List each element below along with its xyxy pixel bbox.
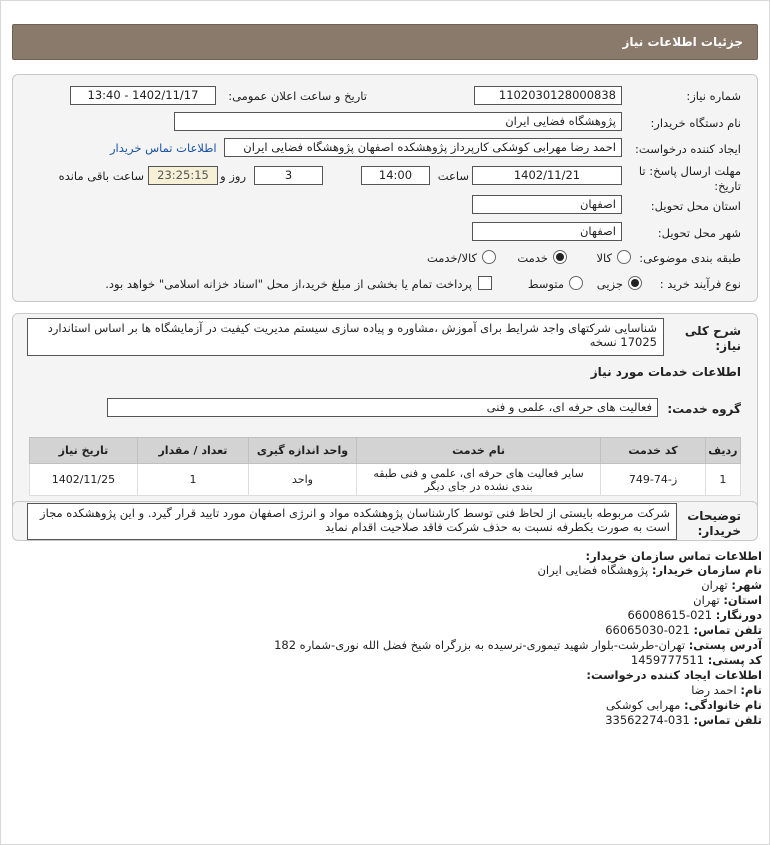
- province-label: استان محل تحویل:: [650, 199, 741, 213]
- table-row[interactable]: [30, 464, 741, 496]
- buyer-province-line-value: تهران: [693, 593, 720, 607]
- col-row-header: ردیف: [705, 438, 740, 464]
- buyer-org-line-value: پژوهشگاه فضایی ایران: [537, 563, 649, 577]
- summary-label-line1: شرح کلی: [684, 324, 741, 338]
- notes-label-line2: خریدار:: [697, 524, 741, 538]
- deadline-date-field[interactable]: 1402/11/21: [472, 166, 622, 185]
- buyer-province-line-label: استان:: [723, 593, 762, 607]
- col-name-header: نام خدمت: [356, 438, 600, 464]
- buyer-fax-line-label: دورنگار:: [715, 608, 762, 622]
- cell-row: 1: [705, 464, 740, 496]
- buyer-address-line-value: تهران-طرشت-بلوار شهید تیموری-نرسیده به بزرگراه شیخ فضل الله نوری-شماره 182: [274, 638, 686, 652]
- creator-phone-line-label: تلفن تماس:: [693, 713, 762, 727]
- buyer-org-line-label: نام سازمان خریدار:: [651, 563, 762, 577]
- remaining-label: ساعت باقی مانده: [58, 169, 144, 183]
- page-header: [12, 24, 758, 60]
- creator-field[interactable]: احمد رضا مهرابی کوشکی کارپرداز پژوهشکده اصفهان پژوهشگاه فضایی ایران: [224, 138, 622, 157]
- days-label: روز و: [220, 169, 246, 183]
- treasury-payment-note: پرداخت تمام یا بخشی از مبلغ خرید،از محل "اسناد خزانه اسلامی" خواهد بود.: [105, 277, 472, 291]
- buyer-address-line: [274, 638, 762, 653]
- creator-family-line-label: نام خانوادگی:: [684, 698, 762, 712]
- table-header-row: [30, 438, 741, 464]
- creator-family-line: [606, 698, 762, 713]
- announce-date-label: تاریخ و ساعت اعلان عمومی:: [228, 89, 367, 103]
- notes-label-line1: توضیحات: [687, 509, 741, 523]
- creator-name-line: [691, 683, 762, 698]
- need-info-panel: [12, 74, 758, 302]
- creator-family-line-value: مهرابی کوشکی: [605, 698, 681, 712]
- buyer-phone-line: [605, 623, 762, 638]
- summary-label-line2: نیاز:: [715, 339, 741, 353]
- buyer-address-line-label: آدرس پستی:: [688, 638, 762, 652]
- city-label: شهر محل تحویل:: [657, 226, 741, 240]
- buyer-postal-line: [631, 653, 762, 668]
- category-radio-goods[interactable]: [617, 250, 631, 264]
- cell-unit: واحد: [249, 464, 357, 496]
- creator-name-line-value: احمد رضا: [691, 683, 737, 697]
- deadline-time-field[interactable]: 14:00: [361, 166, 430, 185]
- cell-name: سایر فعالیت های حرفه ای، علمی و فنی طبقه بندی نشده در جای دیگر: [356, 464, 600, 496]
- announce-date-field[interactable]: 1402/11/17 - 13:40: [70, 86, 216, 105]
- buyer-fax-line: [627, 608, 762, 623]
- city-field[interactable]: اصفهان: [472, 222, 622, 241]
- summary-text: شناسایی شرکتهای واجد شرایط برای آموزش ،مشاوره و پیاده سازی سیستم مدیریت کیفیت در آزمایشگاه ها بر اساس استاندارد 17025 نسخه: [27, 318, 664, 356]
- service-group-label: گروه خدمت:: [667, 402, 741, 416]
- page-title: جزئیات اطلاعات نیاز: [622, 35, 743, 49]
- creator-phone-line: [605, 713, 762, 728]
- need-number-label: شماره نیاز:: [686, 89, 741, 103]
- cell-date: 1402/11/25: [30, 464, 138, 496]
- col-unit-header: واحد اندازه گیری: [249, 438, 357, 464]
- buyer-phone-line-value: 021-66065030: [605, 623, 690, 637]
- services-table: [29, 437, 741, 496]
- col-code-header: کد خدمت: [601, 438, 706, 464]
- buyer-contact-title: اطلاعات تماس سازمان خریدار:: [585, 549, 762, 563]
- buyer-postal-line-label: کد پستی:: [707, 653, 762, 667]
- buyer-city-line: [701, 578, 762, 593]
- category-radio-goods-service[interactable]: [482, 250, 496, 264]
- buyer-contact-link[interactable]: اطلاعات تماس خریدار: [110, 141, 217, 155]
- services-title: اطلاعات خدمات مورد نیاز: [590, 365, 741, 379]
- buyer-fax-line-value: 021-66008615: [627, 608, 713, 622]
- creator-name-line-label: نام:: [740, 683, 762, 697]
- cell-code: ز-74-749: [601, 464, 706, 496]
- treasury-payment-checkbox[interactable]: [478, 276, 492, 290]
- buyer-org-field[interactable]: پژوهشگاه فضایی ایران: [174, 112, 622, 131]
- category-option-service: خدمت: [517, 251, 548, 265]
- need-number-field[interactable]: 1102030128000838: [474, 86, 622, 105]
- remaining-time-display: 23:25:15: [148, 166, 218, 185]
- buyer-postal-line-value: 1459777511: [630, 653, 705, 667]
- process-option-minor: جزیی: [596, 277, 623, 291]
- category-option-goods: کالا: [596, 251, 612, 265]
- days-field[interactable]: 3: [254, 166, 323, 185]
- col-qty-header: تعداد / مقدار: [137, 438, 248, 464]
- process-label: نوع فرآیند خرید :: [659, 277, 741, 291]
- process-option-medium: متوسط: [527, 277, 564, 291]
- category-option-goods-service: کالا/خدمت: [426, 251, 477, 265]
- buyer-org-label: نام دستگاه خریدار:: [650, 116, 741, 130]
- creator-contact-title: اطلاعات ایجاد کننده درخواست:: [586, 668, 762, 682]
- buyer-province-line: [693, 593, 762, 608]
- deadline-label-line2: تاریخ:: [714, 179, 741, 193]
- creator-phone-line-value: 031-33562274: [605, 713, 690, 727]
- deadline-label-line1: مهلت ارسال پاسخ: تا: [638, 164, 741, 178]
- deadline-time-label: ساعت: [437, 169, 469, 183]
- process-radio-minor[interactable]: [628, 276, 642, 290]
- notes-text: شرکت مربوطه بایستی از لحاظ فنی توسط کارشناسان پژوهشکده مواد و انرژی اصفهان مورد تایید قرار گیرد. و این پژوهشکده مجاز است به صورت یکطرفه نسبت به حذف شرکت فاقد صلاحیت اقدام نماید: [27, 503, 677, 540]
- category-label: طبقه بندی موضوعی:: [639, 251, 741, 265]
- buyer-org-line: [537, 563, 762, 578]
- cell-qty: 1: [137, 464, 248, 496]
- buyer-phone-line-label: تلفن تماس:: [693, 623, 762, 637]
- province-field[interactable]: اصفهان: [472, 195, 622, 214]
- service-group-field[interactable]: فعالیت های حرفه ای، علمی و فنی: [107, 398, 658, 417]
- process-radio-medium[interactable]: [569, 276, 583, 290]
- buyer-city-line-value: تهران: [701, 578, 728, 592]
- category-radio-service[interactable]: [553, 250, 567, 264]
- creator-label: ایجاد کننده درخواست:: [635, 142, 741, 156]
- buyer-city-line-label: شهر:: [731, 578, 762, 592]
- col-date-header: تاریخ نیاز: [30, 438, 138, 464]
